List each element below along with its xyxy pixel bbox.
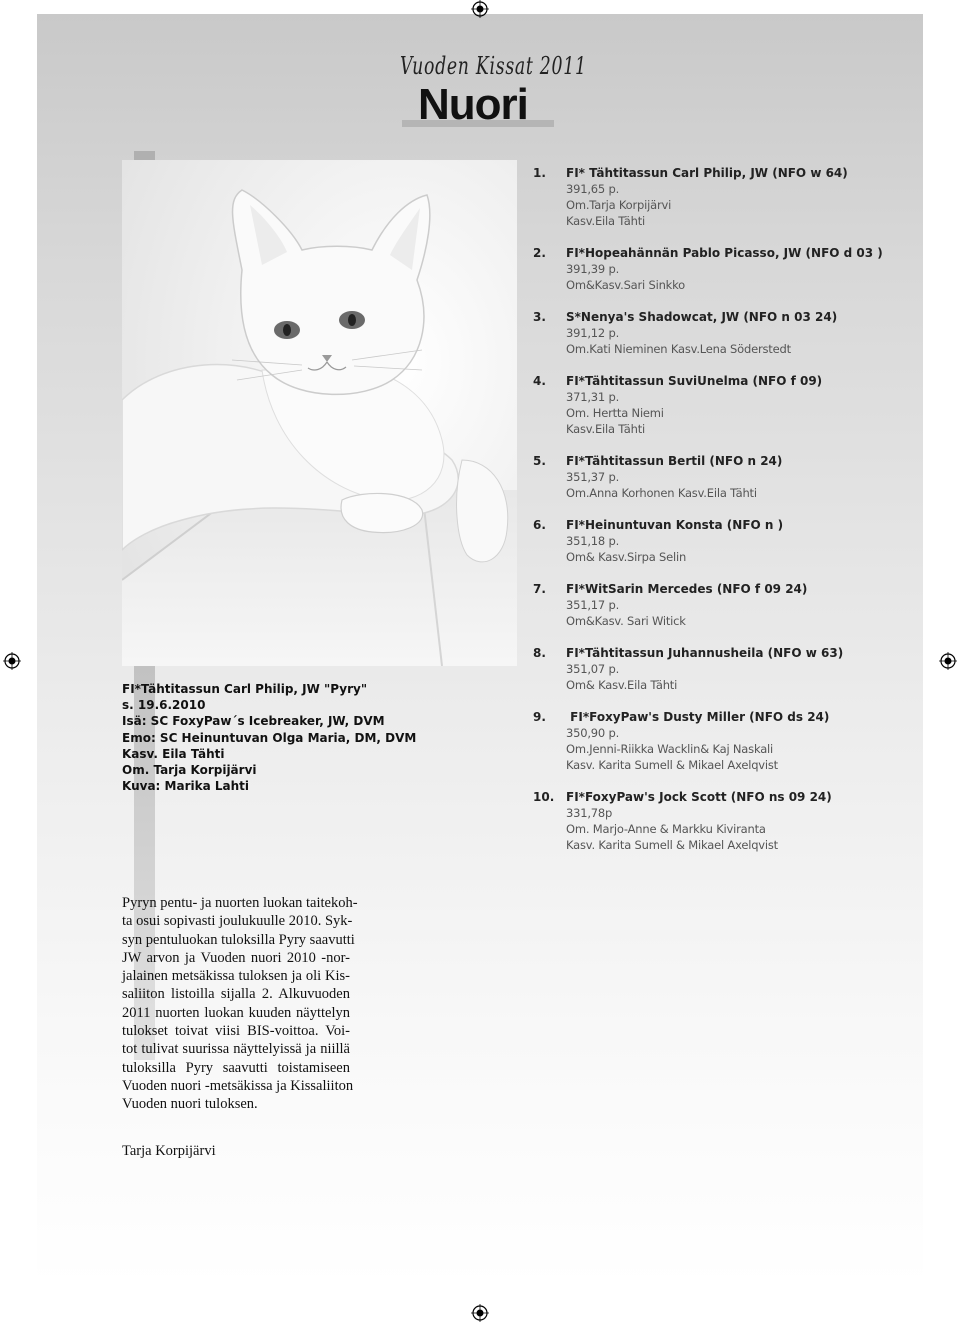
result-detail: Om& Kasv.Eila Tähti [566,678,678,692]
rank-number: 6. [533,518,546,532]
result-detail: 391,39 p. [566,262,620,276]
result-detail: Kasv. Karita Sumell & Mikael Axelqvist [566,758,778,772]
cat-name: FI*WitSarin Mercedes (NFO f 09 24) [566,582,808,596]
photo-caption [122,681,416,794]
result-entry [533,373,913,437]
rank-number: 10. [533,790,555,804]
result-detail: 351,17 p. [566,598,620,612]
article-line: ta osui sopivasti joulukuulle 2010. Syk- [122,913,353,930]
result-detail: Om& Kasv.Sirpa Selin [566,550,687,564]
result-detail: Om.Anna Korhonen Kasv.Eila Tähti [566,486,757,500]
article-line: jalainen metsäkissa tuloksen ja oli Kis- [122,968,350,985]
rank-number: 7. [533,582,546,596]
registration-mark-icon [471,1304,489,1322]
cat-name: FI*Heinuntuvan Konsta (NFO n ) [566,518,784,532]
article-line: Vuoden nuori -metsäkissa ja Kissaliiton [122,1077,354,1094]
result-detail: Om.Kati Nieminen Kasv.Lena Söderstedt [566,342,791,356]
rank-number: 2. [533,246,546,260]
caption-line: Isä: SC FoxyPaw´s Icebreaker, JW, DVM [122,714,385,729]
cat-name: FI*FoxyPaw's Dusty Miller (NFO ds 24) [566,710,830,724]
result-detail: 351,07 p. [566,662,620,676]
page-title: Nuori [418,80,528,129]
result-detail: 351,37 p. [566,470,620,484]
article-line: Pyryn pentu- ja nuorten luokan taitekoh- [122,895,358,911]
result-detail: Kasv.Eila Tähti [566,422,646,436]
rank-number: 4. [533,374,546,388]
result-detail: Kasv.Eila Tähti [566,214,646,228]
article-line: tuloksilla Pyry saavutti toistamiseen [122,1059,350,1076]
result-detail: Om&Kasv. Sari Witick [566,614,686,628]
result-entry [533,789,913,853]
result-detail: 391,65 p. [566,182,620,196]
rank-number: 5. [533,454,546,468]
cat-name: S*Nenya's Shadowcat, JW (NFO n 03 24) [566,310,838,324]
result-entry [533,453,913,501]
article-line: Vuoden nuori tuloksen. [122,1096,258,1113]
result-detail: 371,31 p. [566,390,620,404]
result-entry [533,709,913,773]
article-text [122,894,358,1114]
result-entry [533,645,913,693]
caption-line: Kasv. Eila Tähti [122,746,225,761]
cat-name: FI*FoxyPaw's Jock Scott (NFO ns 09 24) [566,790,832,804]
cat-photo [122,160,517,666]
caption-line: s. 19.6.2010 [122,698,206,713]
result-entry [533,245,913,293]
series-title: Vuoden Kissat 2011 [400,52,587,80]
rank-number: 8. [533,646,546,660]
result-entry [533,165,913,229]
article-author: Tarja Korpijärvi [122,1143,216,1159]
result-entry [533,581,913,629]
result-detail: Om.Jenni-Riikka Wacklin& Kaj Naskali [566,742,774,756]
article-line: syn pentuluokan tuloksilla Pyry saavutti [122,931,355,948]
article-line: tulokset toivat viisi BIS-voittoa. Voi- [122,1023,350,1040]
cat-name: FI*Tähtitassun Juhannusheila (NFO w 63) [566,646,844,660]
cat-name: FI*Tähtitassun SuviUnelma (NFO f 09) [566,374,823,388]
cat-name: FI*Tähtitassun Bertil (NFO n 24) [566,454,783,468]
result-detail: 391,12 p. [566,326,620,340]
registration-mark-icon [939,652,957,670]
result-detail: Om.Tarja Korpijärvi [566,198,672,212]
rank-number: 3. [533,310,546,324]
result-entry [533,309,913,357]
caption-line: Kuva: Marika Lahti [122,779,249,794]
article-line: 2011 nuorten luokan kuuden näyttelyn [122,1004,350,1021]
article-line: JW arvon ja Vuoden nuori 2010 -nor- [122,949,350,966]
article-line: tot tulivat suurissa näyttelyissä ja niillä [122,1041,350,1058]
result-detail: Om. Marjo-Anne & Markku Kiviranta [566,822,766,836]
result-detail: Kasv. Karita Sumell & Mikael Axelqvist [566,838,778,852]
article-line: saliiton listoilla sijalla 2. Alkuvuoden [122,986,350,1003]
registration-mark-icon [3,652,21,670]
caption-line: FI*Tähtitassun Carl Philip, JW "Pyry" [122,682,368,696]
cat-name: FI*Hopeahännän Pablo Picasso, JW (NFO d 03 ) [566,246,883,260]
result-entry [533,517,913,565]
cat-name: FI* Tähtitassun Carl Philip, JW (NFO w 64) [566,166,848,180]
result-detail: Om. Hertta Niemi [566,406,664,420]
result-detail: 351,18 p. [566,534,620,548]
result-detail: 350,90 p. [566,726,620,740]
result-detail: 331,78p [566,806,613,820]
caption-line: Emo: SC Heinuntuvan Olga Maria, DM, DVM [122,730,417,745]
registration-mark-icon [471,0,489,18]
rank-number: 1. [533,166,546,180]
result-detail: Om&Kasv.Sari Sinkko [566,278,686,292]
rank-number: 9. [533,710,546,724]
caption-line: Om. Tarja Korpijärvi [122,763,257,778]
